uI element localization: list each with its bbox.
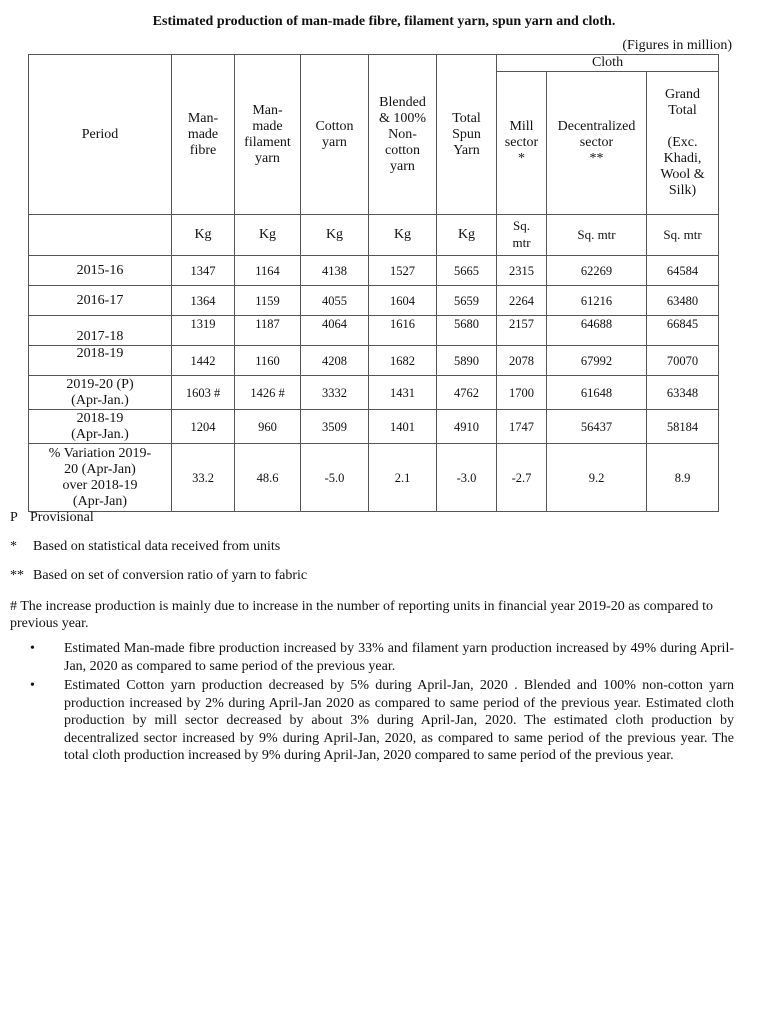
footnote-text: Based on statistical data received from units — [33, 539, 281, 554]
table-cell: 63348 — [647, 376, 719, 410]
header-total-spun — [437, 55, 497, 215]
table-cell: 4064 — [301, 316, 369, 346]
table-cell: 33.2 — [172, 444, 235, 512]
table-cell: 1164 — [235, 256, 301, 286]
table-cell: 4208 — [301, 346, 369, 376]
unit-cell: Sq. mtr — [547, 215, 647, 256]
table-cell: 4055 — [301, 286, 369, 316]
bullet-icon: • — [30, 641, 35, 656]
table-cell: 1603 # — [172, 376, 235, 410]
table-cell: 1426 # — [235, 376, 301, 410]
table-cell: 1431 — [369, 376, 437, 410]
row-period — [29, 410, 172, 444]
table-cell: 48.6 — [235, 444, 301, 512]
unit-cell: Kg — [235, 215, 301, 256]
table-cell: 1442 — [172, 346, 235, 376]
list-item-text: Estimated Man-made fibre production increased by 33% and filament yarn production increased by 49% during April-Jan, 2020 as compared to same period of the previous year. — [64, 641, 734, 674]
table-cell: 2157 — [497, 316, 547, 346]
list-item-text: Estimated Cotton yarn production decreased by 5% during April-Jan, 2020 . Blended and 100% non-cotton yarn production increased by 2% during April-Jan 2020 as compared to same period of the previous year. Estimated cloth production by mill sector decreased by about 3% during April-Jan, 2020. The estimated cloth production by decentralized sector increased by 9% during April-Jan, 2020, as compared to same period of the previous year. The total cloth production increased by 9% during April-Jan, 2020 compared to same period of the previous year. — [64, 678, 734, 763]
table-cell: 2.1 — [369, 444, 437, 512]
row-period-text: % Variation 2019- 20 (Apr-Jan) over 2018-19 (Apr-Jan) — [48, 445, 152, 509]
unit-cell — [497, 215, 547, 256]
table-cell: -5.0 — [301, 444, 369, 512]
table-cell: 61648 — [547, 376, 647, 410]
table-cell: 3332 — [301, 376, 369, 410]
row-period — [29, 444, 172, 512]
header-cotton-yarn-text: Cotton yarn — [315, 118, 354, 150]
unit-cell-text: Sq. mtr — [512, 218, 531, 250]
table-cell: 4138 — [301, 256, 369, 286]
table-cell: 9.2 — [547, 444, 647, 512]
table-row — [29, 256, 719, 286]
table-row — [29, 376, 719, 410]
table-cell: 1527 — [369, 256, 437, 286]
table-cell: 4910 — [437, 410, 497, 444]
table-cell: 64584 — [647, 256, 719, 286]
production-table — [28, 54, 719, 512]
table-cell: 3509 — [301, 410, 369, 444]
table-cell: 1187 — [235, 316, 301, 346]
table-row — [29, 316, 719, 346]
footnote-hash: # The increase production is mainly due to increase in the number of reporting units in financial year 2019-20 as compared to previous year. — [10, 599, 714, 631]
table-cell: 2264 — [497, 286, 547, 316]
table-cell: 1401 — [369, 410, 437, 444]
footnote-text: Provisional — [30, 510, 94, 525]
header-man-made-fibre-text: Man- made fibre — [187, 110, 219, 158]
row-period-text: 2018-19 (Apr-Jan.) — [71, 410, 129, 442]
table-cell: 64688 — [547, 316, 647, 346]
unit-cell: Kg — [172, 215, 235, 256]
row-period — [29, 376, 172, 410]
row-period: 2015-16 — [29, 256, 172, 286]
header-blended-text: Blended & 100% Non- cotton yarn — [378, 94, 427, 174]
table-cell: -3.0 — [437, 444, 497, 512]
header-decentralized-text: Decentralized sector ** — [557, 119, 636, 166]
row-period: 2018-19 — [29, 346, 172, 376]
table-row — [29, 444, 719, 512]
table-cell: 5890 — [437, 346, 497, 376]
units-cell-blank — [29, 215, 172, 256]
header-cotton-yarn — [301, 55, 369, 215]
units-note: (Figures in million) — [622, 38, 732, 53]
footnote-star — [10, 539, 280, 555]
table-cell: 1159 — [235, 286, 301, 316]
table-cell: 4762 — [437, 376, 497, 410]
table-cell: 70070 — [647, 346, 719, 376]
table-cell: 1160 — [235, 346, 301, 376]
table-cell: 1616 — [369, 316, 437, 346]
header-man-made-fibre — [172, 55, 235, 215]
header-mill-sector-text: Mill sector * — [504, 119, 539, 166]
header-filament-yarn-text: Man- made filament yarn — [244, 102, 291, 166]
footnote-symbol: P — [10, 510, 18, 525]
header-mill-sector — [497, 72, 547, 215]
list-item — [28, 640, 734, 675]
header-grand-total — [647, 72, 719, 215]
summary-list — [28, 640, 734, 767]
table-cell: 1347 — [172, 256, 235, 286]
table-cell: 1204 — [172, 410, 235, 444]
table-cell: 63480 — [647, 286, 719, 316]
table-cell: 2078 — [497, 346, 547, 376]
unit-cell: Kg — [437, 215, 497, 256]
table-cell: 1604 — [369, 286, 437, 316]
table-cell: 62269 — [547, 256, 647, 286]
unit-cell: Kg — [301, 215, 369, 256]
header-total-spun-text: Total Spun Yarn — [452, 110, 481, 158]
table-cell: 1747 — [497, 410, 547, 444]
table-cell: 58184 — [647, 410, 719, 444]
table-cell: 5680 — [437, 316, 497, 346]
table-cell: -2.7 — [497, 444, 547, 512]
table-cell: 61216 — [547, 286, 647, 316]
table-cell: 5665 — [437, 256, 497, 286]
unit-cell: Sq. mtr — [647, 215, 719, 256]
footnote-double-star — [10, 568, 307, 584]
units-row — [29, 215, 719, 256]
header-period: Period — [29, 55, 172, 215]
header-blended — [369, 55, 437, 215]
table-cell: 66845 — [647, 316, 719, 346]
table-cell: 56437 — [547, 410, 647, 444]
table-cell: 2315 — [497, 256, 547, 286]
footnote-symbol: * — [10, 539, 17, 554]
footnote-symbol: ** — [10, 568, 24, 583]
table-cell: 5659 — [437, 286, 497, 316]
header-decentralized — [547, 72, 647, 215]
page-title: Estimated production of man-made fibre, filament yarn, spun yarn and cloth. — [152, 14, 616, 29]
footnote-text: Based on set of conversion ratio of yarn to fabric — [33, 568, 308, 583]
unit-cell: Kg — [369, 215, 437, 256]
table-cell: 67992 — [547, 346, 647, 376]
footnote-provisional — [10, 510, 94, 526]
row-period: 2017-18 — [29, 316, 172, 346]
header-grand-total-text: Grand Total (Exc. Khadi, Wool & Silk) — [660, 87, 705, 198]
table-cell: 1682 — [369, 346, 437, 376]
table-cell: 1364 — [172, 286, 235, 316]
table-cell: 8.9 — [647, 444, 719, 512]
table-row — [29, 286, 719, 316]
list-item — [28, 677, 734, 765]
table-row — [29, 346, 719, 376]
row-period-text: 2019-20 (P) (Apr-Jan.) — [66, 376, 134, 408]
header-cloth: Cloth — [497, 55, 719, 72]
row-period: 2016-17 — [29, 286, 172, 316]
table-row — [29, 410, 719, 444]
table-cell: 1700 — [497, 376, 547, 410]
header-filament-yarn — [235, 55, 301, 215]
table-cell: 1319 — [172, 316, 235, 346]
table-cell: 960 — [235, 410, 301, 444]
bullet-icon: • — [30, 678, 35, 693]
